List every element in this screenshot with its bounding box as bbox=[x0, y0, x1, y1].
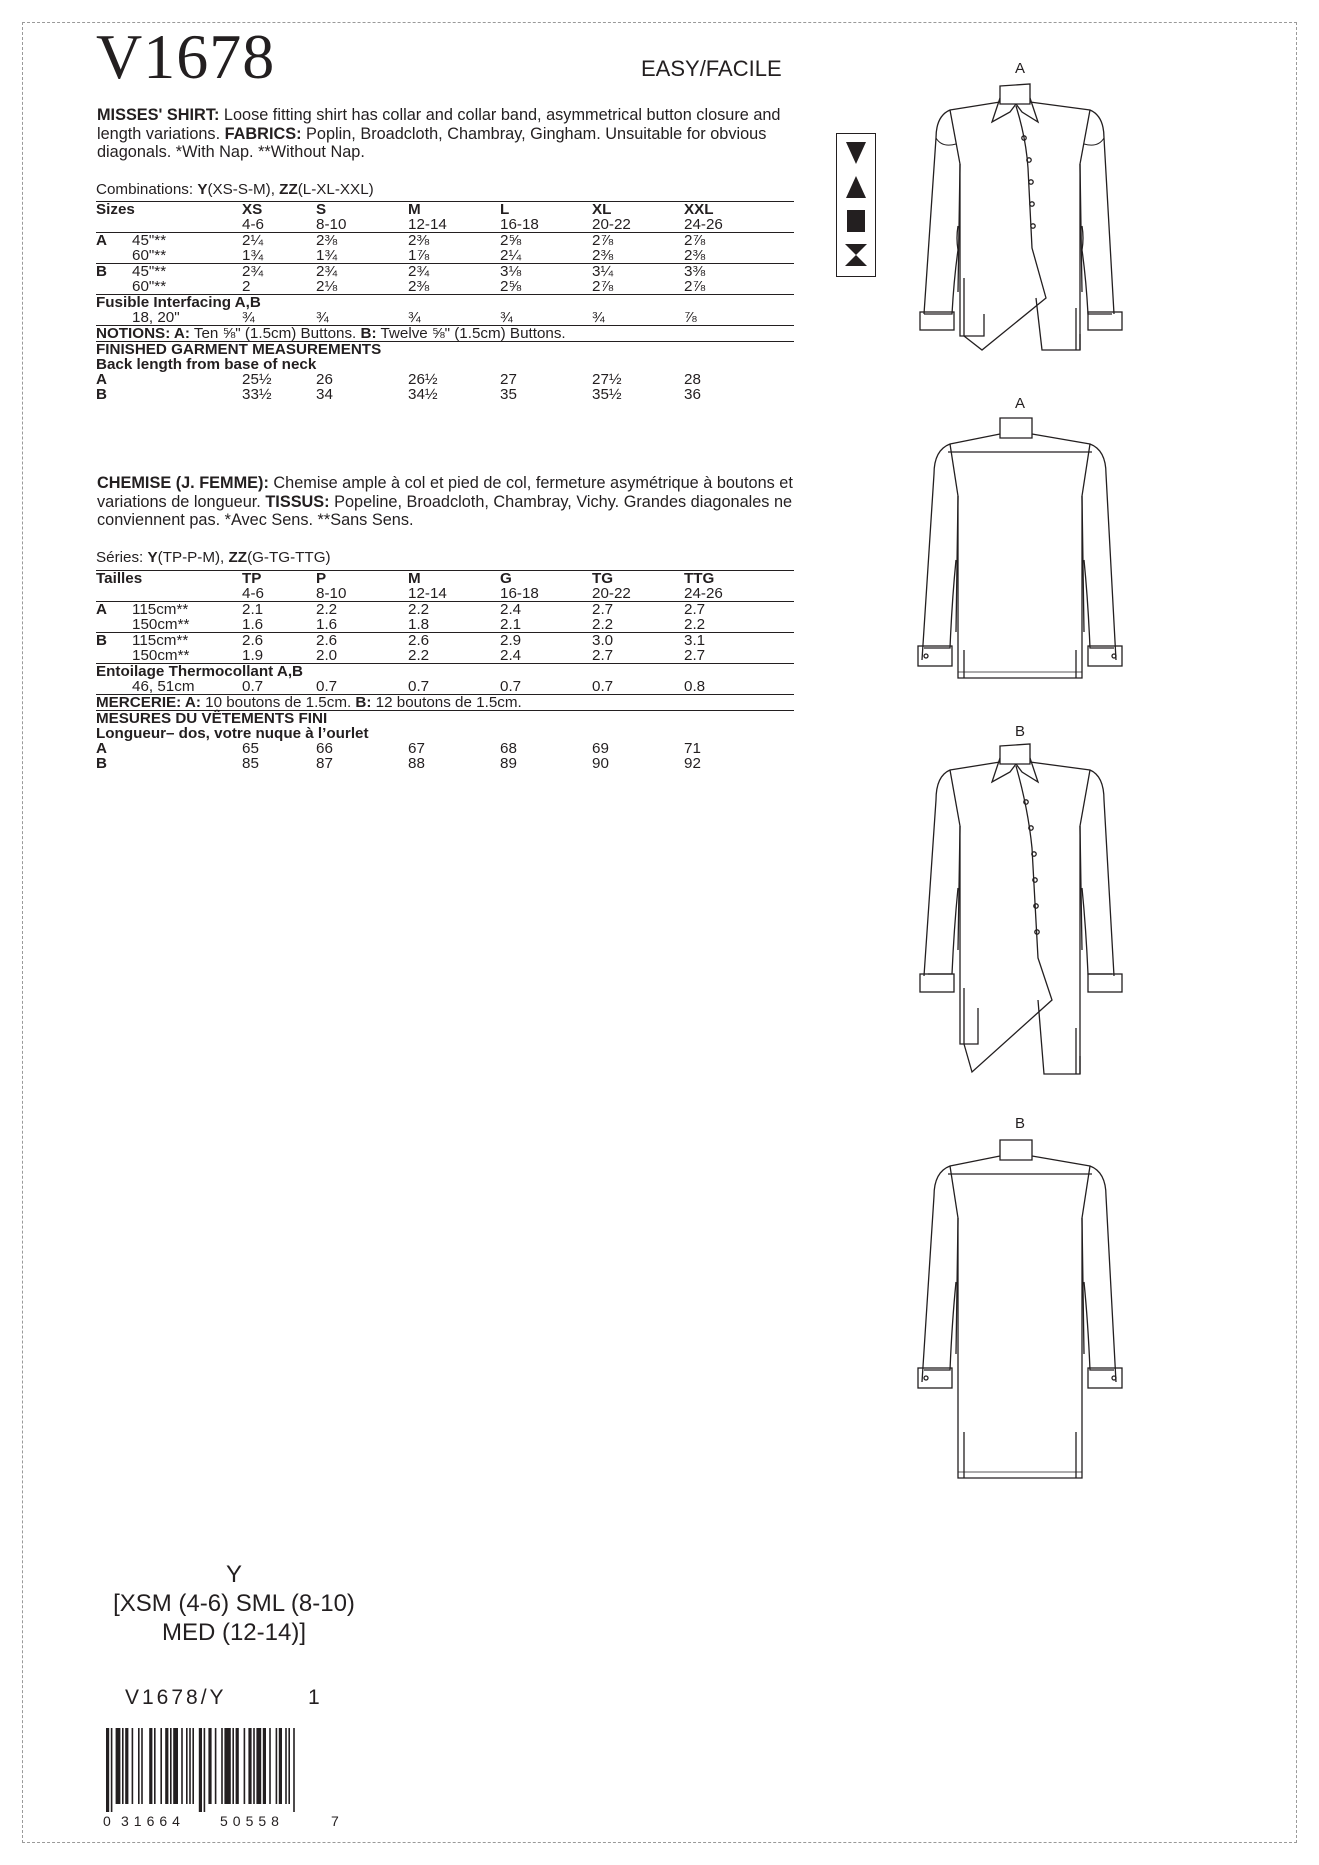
table-cell: 92 bbox=[684, 755, 701, 772]
table-cell: 0.7 bbox=[242, 678, 264, 695]
fabric-yardage-row bbox=[96, 633, 794, 649]
table-cell: 2¼ bbox=[500, 247, 522, 264]
barcode-bar bbox=[122, 1728, 124, 1804]
table-cell: 2.2 bbox=[592, 616, 614, 633]
finished-measurement-row bbox=[96, 387, 794, 402]
fabric-yardage-row bbox=[96, 233, 794, 249]
table-cell: 3⅜ bbox=[684, 264, 794, 280]
barcode-bar bbox=[173, 1728, 178, 1804]
barcode-bar bbox=[236, 1728, 239, 1804]
finished-measurements-heading bbox=[96, 711, 794, 727]
finished-measurements-heading-text: FINISHED GARMENT MEASUREMENTS bbox=[96, 342, 794, 358]
interfacing-label-row bbox=[96, 664, 794, 680]
table-cell: ¾ bbox=[316, 309, 329, 326]
interfacing-row bbox=[96, 679, 794, 695]
table-cell: 2⅜ bbox=[316, 233, 408, 249]
table-cell: 0.7 bbox=[316, 678, 338, 695]
table-cell: 0.7 bbox=[592, 678, 614, 695]
french-combinations: Séries: Y(TP-P-M), ZZ(G-TG-TTG) bbox=[96, 549, 331, 566]
table-cell: 1.9 bbox=[242, 647, 264, 664]
envelope-size-code: Y bbox=[225, 1561, 242, 1588]
table-cell: 36 bbox=[684, 386, 701, 403]
table-cell: 12-14 bbox=[408, 585, 447, 602]
table-cell: 1¾ bbox=[242, 247, 264, 264]
sizes-sub-row bbox=[96, 586, 794, 602]
table-cell: 2.2 bbox=[408, 602, 500, 618]
fabrics-lead: FABRICS: bbox=[224, 124, 302, 143]
table-cell bbox=[118, 372, 242, 387]
table-cell: ⅞ bbox=[684, 309, 697, 326]
table-cell: A bbox=[96, 740, 107, 757]
fabrics-text: Popeline, Broadcloth, Chambray, Vichy. Grandes diagonales ne conviennent pas. *Avec Sens. **Sans Sens. bbox=[97, 492, 793, 529]
table-cell: 0.7 bbox=[408, 678, 430, 695]
table-cell: 2.7 bbox=[684, 602, 794, 618]
table-cell: 8-10 bbox=[316, 585, 347, 602]
fabric-yardage-row bbox=[96, 279, 794, 295]
table-cell bbox=[96, 679, 118, 695]
description-text: Chemise ample à col et pied de col, fermeture asymétrique à boutons et variations de longueur. bbox=[97, 474, 793, 511]
fabric-yardage-row bbox=[96, 602, 794, 618]
notions-b: B: bbox=[355, 694, 372, 711]
table-cell: 2.2 bbox=[408, 647, 430, 664]
table-cell bbox=[96, 586, 118, 602]
english-description bbox=[97, 106, 797, 162]
table-cell: 66 bbox=[316, 740, 333, 757]
table-cell: 4-6 bbox=[242, 585, 264, 602]
french-description bbox=[97, 474, 797, 530]
back-length-heading bbox=[96, 357, 794, 372]
table-cell: B bbox=[96, 755, 107, 772]
table-cell bbox=[118, 202, 242, 218]
table-cell: 2.1 bbox=[242, 602, 316, 618]
table-cell: 2⅝ bbox=[500, 278, 522, 295]
table-cell: 18, 20" bbox=[132, 309, 180, 326]
notions-row bbox=[96, 695, 794, 711]
table-cell: 2⅞ bbox=[592, 233, 684, 249]
table-cell: 27 bbox=[500, 371, 517, 388]
fabric-yardage-row bbox=[96, 248, 794, 264]
table-cell: 2.6 bbox=[242, 633, 316, 649]
table-cell bbox=[96, 648, 118, 664]
table-cell: XL bbox=[592, 202, 684, 218]
table-cell bbox=[118, 756, 242, 771]
barcode-bar bbox=[221, 1728, 223, 1804]
table-cell: 1.6 bbox=[242, 616, 264, 633]
table-cell: 150cm** bbox=[132, 616, 190, 633]
table-cell: 67 bbox=[408, 740, 425, 757]
barcode-bar bbox=[253, 1728, 255, 1804]
finished-measurement-row bbox=[96, 372, 794, 387]
table-cell: 85 bbox=[242, 755, 259, 772]
interfacing-label-row-text: Fusible Interfacing A,B bbox=[96, 295, 794, 311]
envelope-page-number: 1 bbox=[308, 1686, 320, 1709]
table-cell: 0.8 bbox=[684, 678, 706, 695]
view-a-back-illustration bbox=[900, 410, 1150, 688]
barcode-bar bbox=[111, 1728, 113, 1812]
table-cell: 16-18 bbox=[500, 585, 539, 602]
table-cell: 2.2 bbox=[684, 616, 706, 633]
table-cell: 89 bbox=[500, 755, 517, 772]
table-cell: S bbox=[316, 202, 408, 218]
barcode-digit-right: 7 bbox=[331, 1813, 339, 1829]
table-cell: 16-18 bbox=[500, 216, 539, 233]
notions-text-a: 10 boutons de 1.5cm. bbox=[200, 694, 356, 711]
table-cell: XS bbox=[242, 202, 316, 218]
table-cell: 24-26 bbox=[684, 216, 723, 233]
table-cell: 2.4 bbox=[500, 602, 592, 618]
table-cell: 24-26 bbox=[684, 585, 723, 602]
table-cell: 34 bbox=[316, 386, 333, 403]
barcode-bar bbox=[170, 1728, 172, 1804]
view-label-a-front: A bbox=[1015, 60, 1026, 77]
view-a-front-illustration bbox=[900, 78, 1150, 356]
finished-measurement-row bbox=[96, 741, 794, 756]
table-cell: 1⅞ bbox=[408, 247, 430, 264]
barcode-bar bbox=[186, 1728, 188, 1804]
table-cell: 3¼ bbox=[592, 264, 684, 280]
barcode-bar bbox=[189, 1728, 191, 1804]
table-cell: 0.7 bbox=[500, 678, 522, 695]
table-cell: B bbox=[96, 264, 118, 280]
table-cell: A bbox=[96, 233, 118, 249]
table-cell: 2⅝ bbox=[500, 233, 592, 249]
table-cell: 2¾ bbox=[316, 264, 408, 280]
barcode bbox=[96, 1728, 348, 1814]
triangle-up-icon bbox=[846, 176, 866, 198]
table-cell: 4-6 bbox=[242, 216, 264, 233]
table-cell: 2.7 bbox=[684, 647, 706, 664]
table-cell: 2.9 bbox=[500, 633, 592, 649]
table-cell: 2¾ bbox=[408, 264, 500, 280]
hourglass-icon bbox=[845, 244, 867, 266]
envelope-size-line2: MED (12-14)] bbox=[161, 1619, 307, 1646]
barcode-bar bbox=[125, 1728, 128, 1804]
table-cell: 45"** bbox=[118, 233, 242, 249]
difficulty-label: EASY/FACILE bbox=[641, 56, 782, 81]
barcode-bar bbox=[132, 1728, 134, 1804]
table-cell: 35½ bbox=[592, 386, 622, 403]
barcode-bar bbox=[204, 1728, 206, 1812]
table-cell: ¾ bbox=[592, 309, 605, 326]
table-cell: 33½ bbox=[242, 386, 272, 403]
sizes-header-row bbox=[96, 202, 794, 218]
finished-measurement-row bbox=[96, 756, 794, 771]
triangle-down-icon bbox=[846, 142, 866, 164]
barcode-bar bbox=[285, 1728, 287, 1804]
table-cell: 28 bbox=[684, 371, 701, 388]
table-cell: 88 bbox=[408, 755, 425, 772]
barcode-digit-left: 0 bbox=[103, 1813, 111, 1829]
table-cell: Tailles bbox=[96, 570, 143, 587]
table-cell: 2⅞ bbox=[592, 278, 614, 295]
table-cell: TTG bbox=[684, 571, 794, 587]
table-cell: 26 bbox=[316, 371, 333, 388]
table-cell: 90 bbox=[592, 755, 609, 772]
notions-lead: MERCERIE: A: bbox=[96, 694, 201, 711]
table-cell: ¾ bbox=[408, 309, 421, 326]
table-cell: 2.7 bbox=[592, 602, 684, 618]
table-cell: 2.2 bbox=[316, 602, 408, 618]
barcode-bar bbox=[248, 1728, 251, 1804]
notions-b: B: bbox=[360, 325, 377, 342]
table-cell: 2⅛ bbox=[316, 278, 338, 295]
notions-text-b: Twelve ⅝" (1.5cm) Buttons. bbox=[376, 325, 566, 342]
table-cell: 45"** bbox=[118, 264, 242, 280]
table-cell: 69 bbox=[592, 740, 609, 757]
table-cell: 25½ bbox=[242, 371, 272, 388]
table-cell: 2⅞ bbox=[684, 278, 706, 295]
table-cell: 8-10 bbox=[316, 216, 347, 233]
table-cell: A bbox=[96, 371, 107, 388]
layout-key-icons bbox=[837, 134, 875, 276]
notions-text-b: 12 boutons de 1.5cm. bbox=[371, 694, 522, 711]
table-cell: 34½ bbox=[408, 386, 438, 403]
back-length-heading-text: Longueur– dos, votre nuque à l’ourlet bbox=[96, 725, 369, 742]
table-cell: 2.6 bbox=[316, 633, 408, 649]
envelope-size-line1: [XSM (4-6) SML (8-10) bbox=[113, 1590, 355, 1617]
table-cell: 2¾ bbox=[242, 264, 316, 280]
view-label-b-back: B bbox=[1015, 1115, 1026, 1132]
finished-measurements-heading bbox=[96, 342, 794, 358]
barcode-bar bbox=[244, 1728, 246, 1804]
view-b-front-illustration bbox=[900, 738, 1150, 1078]
table-cell: 2⅜ bbox=[408, 278, 430, 295]
sizes-header-row bbox=[96, 571, 794, 587]
table-cell: L bbox=[500, 202, 592, 218]
back-length-heading bbox=[96, 726, 794, 741]
barcode-bar bbox=[279, 1728, 282, 1804]
table-cell: 3.1 bbox=[684, 633, 794, 649]
barcode-bar bbox=[160, 1728, 162, 1804]
table-cell: 115cm** bbox=[118, 633, 242, 649]
table-cell: 87 bbox=[316, 755, 333, 772]
table-cell: 65 bbox=[242, 740, 259, 757]
interfacing-label-row-text: Entoilage Thermocollant A,B bbox=[96, 664, 794, 680]
table-cell: 26½ bbox=[408, 371, 438, 388]
view-b-back-illustration bbox=[900, 1132, 1150, 1484]
barcode-bar bbox=[293, 1728, 295, 1812]
view-label-a-back: A bbox=[1015, 395, 1026, 412]
table-cell: G bbox=[500, 571, 592, 587]
table-cell: 2¼ bbox=[242, 233, 316, 249]
table-cell: 150cm** bbox=[132, 647, 190, 664]
back-length-heading-text: Back length from base of neck bbox=[96, 356, 317, 373]
table-cell: 2.4 bbox=[500, 647, 522, 664]
table-cell: 2 bbox=[242, 278, 251, 295]
description-lead: CHEMISE (J. FEMME): bbox=[97, 474, 269, 492]
table-cell: 1.6 bbox=[316, 616, 338, 633]
table-cell bbox=[96, 217, 118, 233]
table-cell bbox=[118, 217, 242, 233]
table-cell bbox=[118, 387, 242, 402]
barcode-bar bbox=[276, 1728, 278, 1804]
barcode-bar bbox=[256, 1728, 261, 1804]
table-cell: 20-22 bbox=[592, 585, 631, 602]
barcode-bar bbox=[224, 1728, 230, 1804]
table-cell: 2⅜ bbox=[684, 247, 706, 264]
table-cell: 2⅞ bbox=[684, 233, 794, 249]
barcode-bar bbox=[288, 1728, 290, 1804]
layout-key bbox=[836, 133, 876, 277]
fabric-yardage-row bbox=[96, 617, 794, 633]
table-cell: 68 bbox=[500, 740, 517, 757]
table-cell bbox=[118, 741, 242, 756]
pattern-number: V1678 bbox=[96, 21, 276, 92]
barcode-bar bbox=[192, 1728, 194, 1804]
table-cell bbox=[96, 248, 118, 264]
table-cell: 3.0 bbox=[592, 633, 684, 649]
table-cell: 20-22 bbox=[592, 216, 631, 233]
table-cell: 2.7 bbox=[592, 647, 614, 664]
table-cell: TP bbox=[242, 571, 316, 587]
table-cell bbox=[96, 279, 118, 295]
barcode-bar bbox=[165, 1728, 168, 1804]
table-cell: 2⅜ bbox=[408, 233, 500, 249]
table-cell: ¾ bbox=[500, 309, 513, 326]
fabrics-lead: TISSUS: bbox=[265, 492, 330, 511]
table-cell: 115cm** bbox=[118, 602, 242, 618]
description-text: Loose fitting shirt has collar and collar band, asymmetrical button closure and length variations. bbox=[97, 106, 781, 143]
barcode-bar bbox=[199, 1728, 202, 1812]
english-combinations: Combinations: Y(XS-S-M), ZZ(L-XL-XXL) bbox=[96, 181, 374, 198]
table-cell: 1.8 bbox=[408, 616, 430, 633]
table-cell: 60"** bbox=[132, 278, 167, 295]
barcode-digits-group1: 31664 bbox=[121, 1813, 185, 1829]
barcode-bar bbox=[181, 1728, 183, 1804]
barcode-bar bbox=[269, 1728, 271, 1804]
barcode-bar bbox=[106, 1728, 109, 1812]
table-cell: 3⅛ bbox=[500, 264, 592, 280]
table-cell: P bbox=[316, 571, 408, 587]
barcode-bar bbox=[141, 1728, 143, 1804]
table-cell: 35 bbox=[500, 386, 517, 403]
french-size-table bbox=[96, 570, 794, 771]
fabric-yardage-row bbox=[96, 264, 794, 280]
barcode-bar bbox=[215, 1728, 217, 1804]
fabric-yardage-row bbox=[96, 648, 794, 664]
table-cell: 46, 51cm bbox=[132, 678, 195, 695]
table-cell: 1¾ bbox=[316, 247, 338, 264]
barcode-bar bbox=[138, 1728, 140, 1804]
barcode-bar bbox=[154, 1728, 156, 1804]
envelope-size-block bbox=[90, 1560, 378, 1647]
notions-row bbox=[96, 326, 794, 342]
table-cell bbox=[96, 310, 118, 326]
table-cell: B bbox=[96, 633, 118, 649]
barcode-bar bbox=[149, 1728, 152, 1804]
table-cell: M bbox=[408, 202, 500, 218]
table-cell: TG bbox=[592, 571, 684, 587]
table-cell: 12-14 bbox=[408, 216, 447, 233]
table-cell: 2.6 bbox=[408, 633, 500, 649]
fabrics-text: Poplin, Broadcloth, Chambray, Gingham. Unsuitable for obvious diagonals. *With Nap. **Without Nap. bbox=[97, 124, 767, 161]
table-cell: A bbox=[96, 602, 118, 618]
table-cell: B bbox=[96, 386, 107, 403]
table-cell: 2.0 bbox=[316, 647, 338, 664]
notions-text-a: Ten ⅝" (1.5cm) Buttons. bbox=[189, 325, 361, 342]
barcode-bar bbox=[232, 1728, 234, 1804]
table-cell: 2.1 bbox=[500, 616, 522, 633]
interfacing-label-row bbox=[96, 295, 794, 311]
table-cell: M bbox=[408, 571, 500, 587]
table-cell bbox=[118, 586, 242, 602]
barcode-bar bbox=[208, 1728, 211, 1804]
finished-measurements-heading-text: MESURES DU VÊTEMENTS FINI bbox=[96, 711, 794, 727]
square-icon bbox=[847, 210, 865, 232]
table-cell: 27½ bbox=[592, 371, 622, 388]
barcode-bar bbox=[263, 1728, 266, 1804]
barcode-digits-group2: 50558 bbox=[220, 1813, 284, 1829]
envelope-pattern-code: V1678/Y bbox=[125, 1686, 227, 1709]
table-cell bbox=[96, 617, 118, 633]
table-cell: 60"** bbox=[132, 247, 167, 264]
description-lead: MISSES' SHIRT: bbox=[97, 106, 220, 124]
barcode-bar bbox=[116, 1728, 121, 1804]
view-label-b-front: B bbox=[1015, 723, 1026, 740]
table-cell: XXL bbox=[684, 202, 794, 218]
table-cell: 2⅜ bbox=[592, 247, 614, 264]
sizes-sub-row bbox=[96, 217, 794, 233]
table-cell: 71 bbox=[684, 740, 701, 757]
table-cell: Sizes bbox=[96, 201, 135, 218]
interfacing-row bbox=[96, 310, 794, 326]
table-cell: ¾ bbox=[242, 309, 255, 326]
english-size-table bbox=[96, 201, 794, 402]
notions-lead: NOTIONS: A: bbox=[96, 325, 190, 342]
